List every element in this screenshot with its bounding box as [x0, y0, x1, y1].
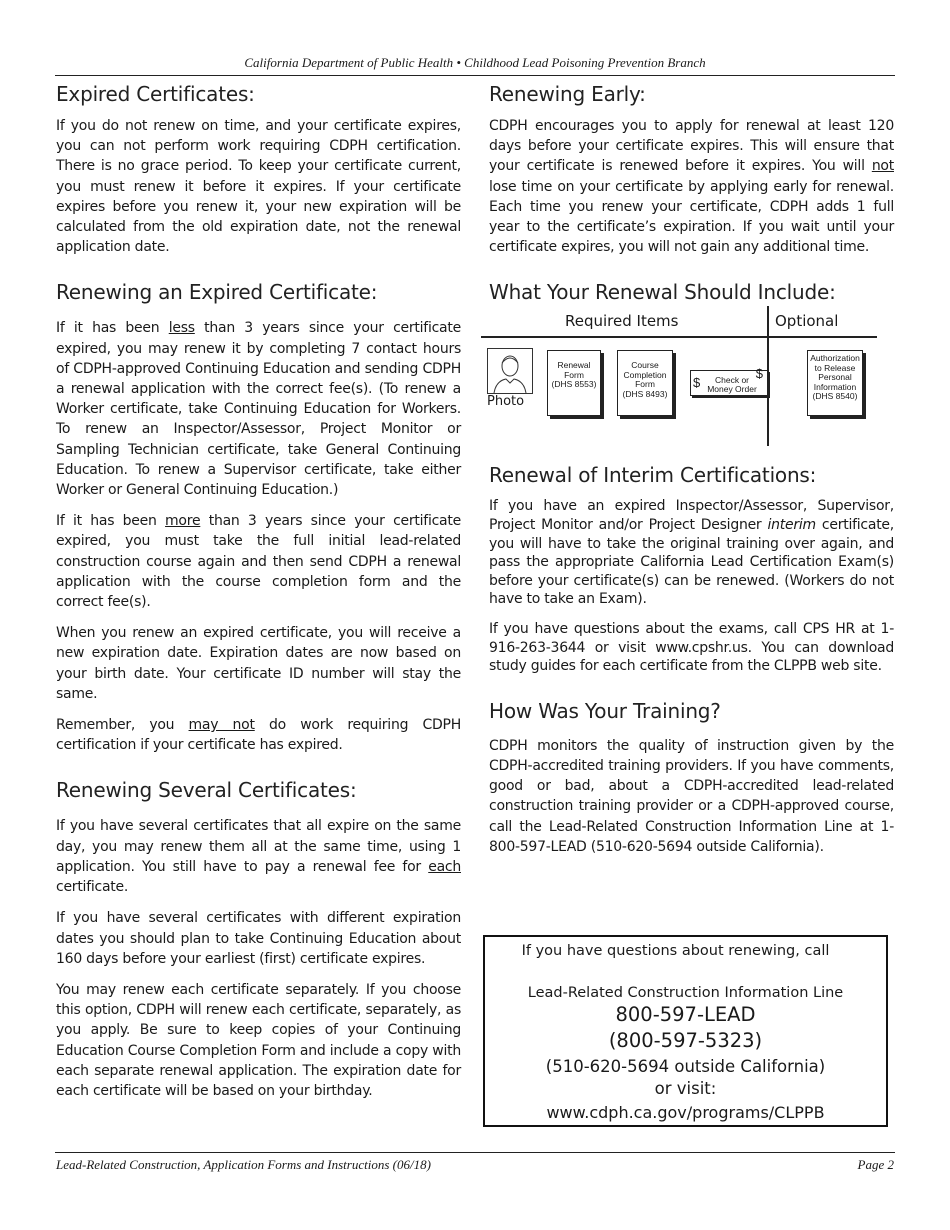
renew-expired-paragraph-3: When you renew an expired certificate, you will receive a new expiration date. Expiration dates are now based on your birth date. Your certificate ID number will stay the same.: [56, 625, 461, 702]
check-label: Check or Money Order: [707, 375, 757, 395]
renew-expired-paragraph-2: If it has been more than 3 years since your certificate expired, you must take the full initial lead-related construction course again and then send CDPH a renewal application with the course completion form and the correct fee(s).: [56, 513, 461, 611]
contact-website-link[interactable]: www.cdph.ca.gov/programs/CLPPB: [546, 1103, 825, 1122]
include-heading: What Your Renewal Should Include:: [489, 280, 836, 305]
interim-paragraph-1: If you have an expired Inspector/Assessor, Supervisor, Project Monitor and/or Project Designer interim certificate, you will have to take the original training over again, and pass the appropriate California Lead Certification Exam(s) before your certificate(s) can be renewed. (Workers do not have to take an Exam).: [489, 498, 894, 608]
photo-icon: [487, 348, 533, 394]
contact-phone-numeric: (800-597-5323): [608, 1029, 763, 1052]
contact-phone-lead: 800-597-LEAD: [615, 1003, 756, 1026]
dollar-sign-left: $: [693, 375, 701, 391]
training-heading: How Was Your Training?: [489, 698, 721, 723]
course-form-label: Course Completion Form: [623, 360, 667, 390]
several-heading: Renewing Several Certificates:: [56, 778, 357, 803]
several-paragraph-1: If you have several certificates that all expire on the same day, you may renew them all at the same time, using 1 application. You still have to pay a renewal fee for each certificate.: [56, 818, 461, 896]
header-rule: [55, 75, 895, 76]
contact-intro: If you have questions about renewing, call: [521, 943, 830, 959]
renew-expired-paragraph-4: Remember, you may not do work requiring CDPH certification if your certificate has expired.: [56, 717, 461, 754]
early-paragraph: CDPH encourages you to apply for renewal at least 120 days before your certificate expires. This will ensure that your certificate is renewed before it expires. You will not lose time on your certificate by applying early for renewal. Each time you renew your certificate, CDPH adds 1 full year to the certificate’s expiration. If you wait until your certificate expires, you will not gain any additional time.: [489, 118, 894, 256]
expired-paragraph: If you do not renew on time, and your certificate expires, you can not perform work requiring CDPH certification. There is no grace period. To keep your certificate current, you must renew it before it expires. If your certificate expires before you renew it, your new expiration will be calculated from the old expiration date, not the renewal application date.: [56, 118, 461, 256]
page-header: California Department of Public Health • Childhood Lead Poisoning Prevention Branch: [244, 55, 706, 70]
check-money-order-icon: [690, 366, 768, 396]
contact-phone-outside: (510-620-5694 outside California): [545, 1057, 826, 1076]
left-column: [56, 82, 461, 1112]
contact-info-box: [483, 935, 888, 1127]
interim-paragraph-2: If you have questions about the exams, call CPS HR at 1-916-263-3644 or visit www.cpshr.us. You can download study guides for each certificate from the CLPPB web site.: [489, 620, 894, 675]
training-paragraph: CDPH monitors the quality of instruction given by the CDPH-accredited training providers. If you have comments, good or bad, about a CDPH-accredited lead-related construction training provider or a CDPH-approved course, call the Lead-Related Construction Information Line at 1-800-597-LEAD (510-620-5694 outside California).: [489, 737, 894, 855]
contact-or-visit: or visit:: [654, 1079, 717, 1098]
renew-expired-paragraph-1: If it has been less than 3 years since your certificate expired, you may renew it by completing 7 contact hours of CDPH-approved Continuing Education and sending CDPH a renewal application with the correct fee(s). (To renew a Worker certificate, take Continuing Education for Workers. To renew an Inspector/Assessor, Project Monitor or Sampling Technician certificate, take General Continuing Education. To renew a Supervisor certificate, take either Worker or General Continuing Education.): [56, 320, 461, 499]
authorization-form-document-icon: [807, 350, 863, 416]
course-form-document-icon: [617, 350, 673, 416]
right-column: [489, 82, 894, 868]
renewal-form-label: Renewal Form: [557, 360, 591, 380]
authorization-form-number: (DHS 8540): [812, 391, 858, 402]
several-paragraph-2: If you have several certificates with different expiration dates you should plan to take Continuing Education about 160 days before your earliest (first) certificate expires.: [56, 910, 461, 967]
photo-label: Photo: [487, 394, 525, 410]
renewal-form-number: (DHS 8553): [551, 379, 597, 390]
footer-page-number: Page 2: [857, 1157, 894, 1172]
course-form-number: (DHS 8493): [622, 388, 668, 399]
early-heading: Renewing Early:: [489, 82, 646, 106]
expired-heading: Expired Certificates:: [56, 82, 255, 106]
footer-document-title: Lead-Related Construction, Application Forms and Instructions (06/18): [56, 1157, 431, 1172]
renewal-items-diagram: [481, 306, 886, 451]
renewal-form-document-icon: [547, 350, 601, 416]
authorization-form-label: Authorization to Release Personal Information: [810, 353, 860, 392]
required-items-label: Required Items: [565, 312, 679, 331]
footer-rule: [55, 1152, 895, 1153]
renew-expired-heading: Renewing an Expired Certificate:: [56, 280, 378, 305]
optional-label: Optional: [775, 312, 839, 331]
dollar-sign-right: $: [755, 366, 763, 382]
contact-line-name: Lead-Related Construction Information Line: [527, 985, 844, 1001]
interim-heading: Renewal of Interim Certifications:: [489, 463, 817, 488]
several-paragraph-3: You may renew each certificate separately. If you choose this option, CDPH will renew each certificate, separately, as you apply. Be sure to keep copies of your Continuing Education Course Completion Form and include a copy with each separate renewal application. The expiration date for each certificate will be based on your birthday.: [56, 981, 461, 1099]
diagram-divider-horizontal: [481, 336, 877, 338]
